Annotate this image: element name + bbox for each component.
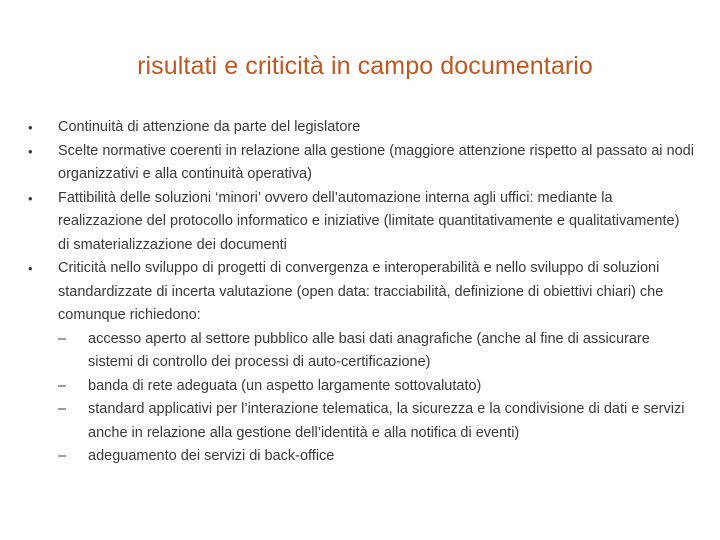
sub-bullet-text: standard applicativi per l’interazione telematica, la sicurezza e la condivisione di dati e servizi anche in relazione alla gestione dell’identità e alla notifica di eventi): [88, 401, 685, 441]
bullet-text: Criticità nello sviluppo di progetti di convergenza e interoperabilità e nello sviluppo di soluzioni standardizzate di incerta valutazione (open data: tracciabilità, definizione di obiettivi chiari) che comunque richiedono:: [58, 260, 664, 323]
bullet-text: Scelte normative coerenti in relazione alla gestione (maggiore attenzione rispetto al passato ai nodi organizzativi e alla continuità operativa): [58, 142, 694, 182]
slide-content: [28, 116, 694, 469]
bullet-text: Continuità di attenzione da parte del legislatore: [58, 119, 361, 135]
bullet-dot-icon: •: [28, 143, 33, 159]
sub-bullet-text: accesso aperto al settore pubblico alle basi dati anagrafiche (anche al fine di assicurare sistemi di controllo dei processi di auto-certificazione): [88, 330, 650, 370]
bullet-dot-icon: •: [28, 190, 33, 206]
bullet-dot-icon: •: [28, 261, 33, 276]
dash-icon: –: [58, 377, 67, 394]
bullet-dot-icon: •: [28, 120, 33, 135]
bullet-list: [28, 116, 694, 328]
sub-bullet-item: [58, 445, 694, 469]
sub-bullet-text: banda di rete adeguata (un aspetto largamente sottovalutato): [88, 377, 482, 394]
bullet-text: Fattibilità delle soluzioni ‘minori’ ovvero dell’automazione interna agli uffici: mediante la realizzazione del protocollo informatico e iniziative (limitate quantitativamente e qualitativamente) di smaterializzazione dei documenti: [58, 189, 680, 253]
dash-icon: –: [58, 401, 67, 417]
bullet-item: [28, 140, 694, 187]
sub-bullet-item: [58, 398, 694, 445]
sub-bullet-item: [58, 328, 694, 375]
dash-icon: –: [58, 330, 67, 347]
sub-bullet-item: [58, 375, 694, 399]
sub-bullet-text: adeguamento dei servizi di back-office: [88, 448, 335, 464]
bullet-item: [28, 116, 694, 140]
dash-icon: –: [58, 448, 67, 464]
slide-title: risultati e criticità in campo documentario: [137, 52, 593, 80]
bullet-item: [28, 257, 694, 328]
bullet-item: [28, 187, 694, 258]
sub-bullet-list: [28, 328, 694, 469]
